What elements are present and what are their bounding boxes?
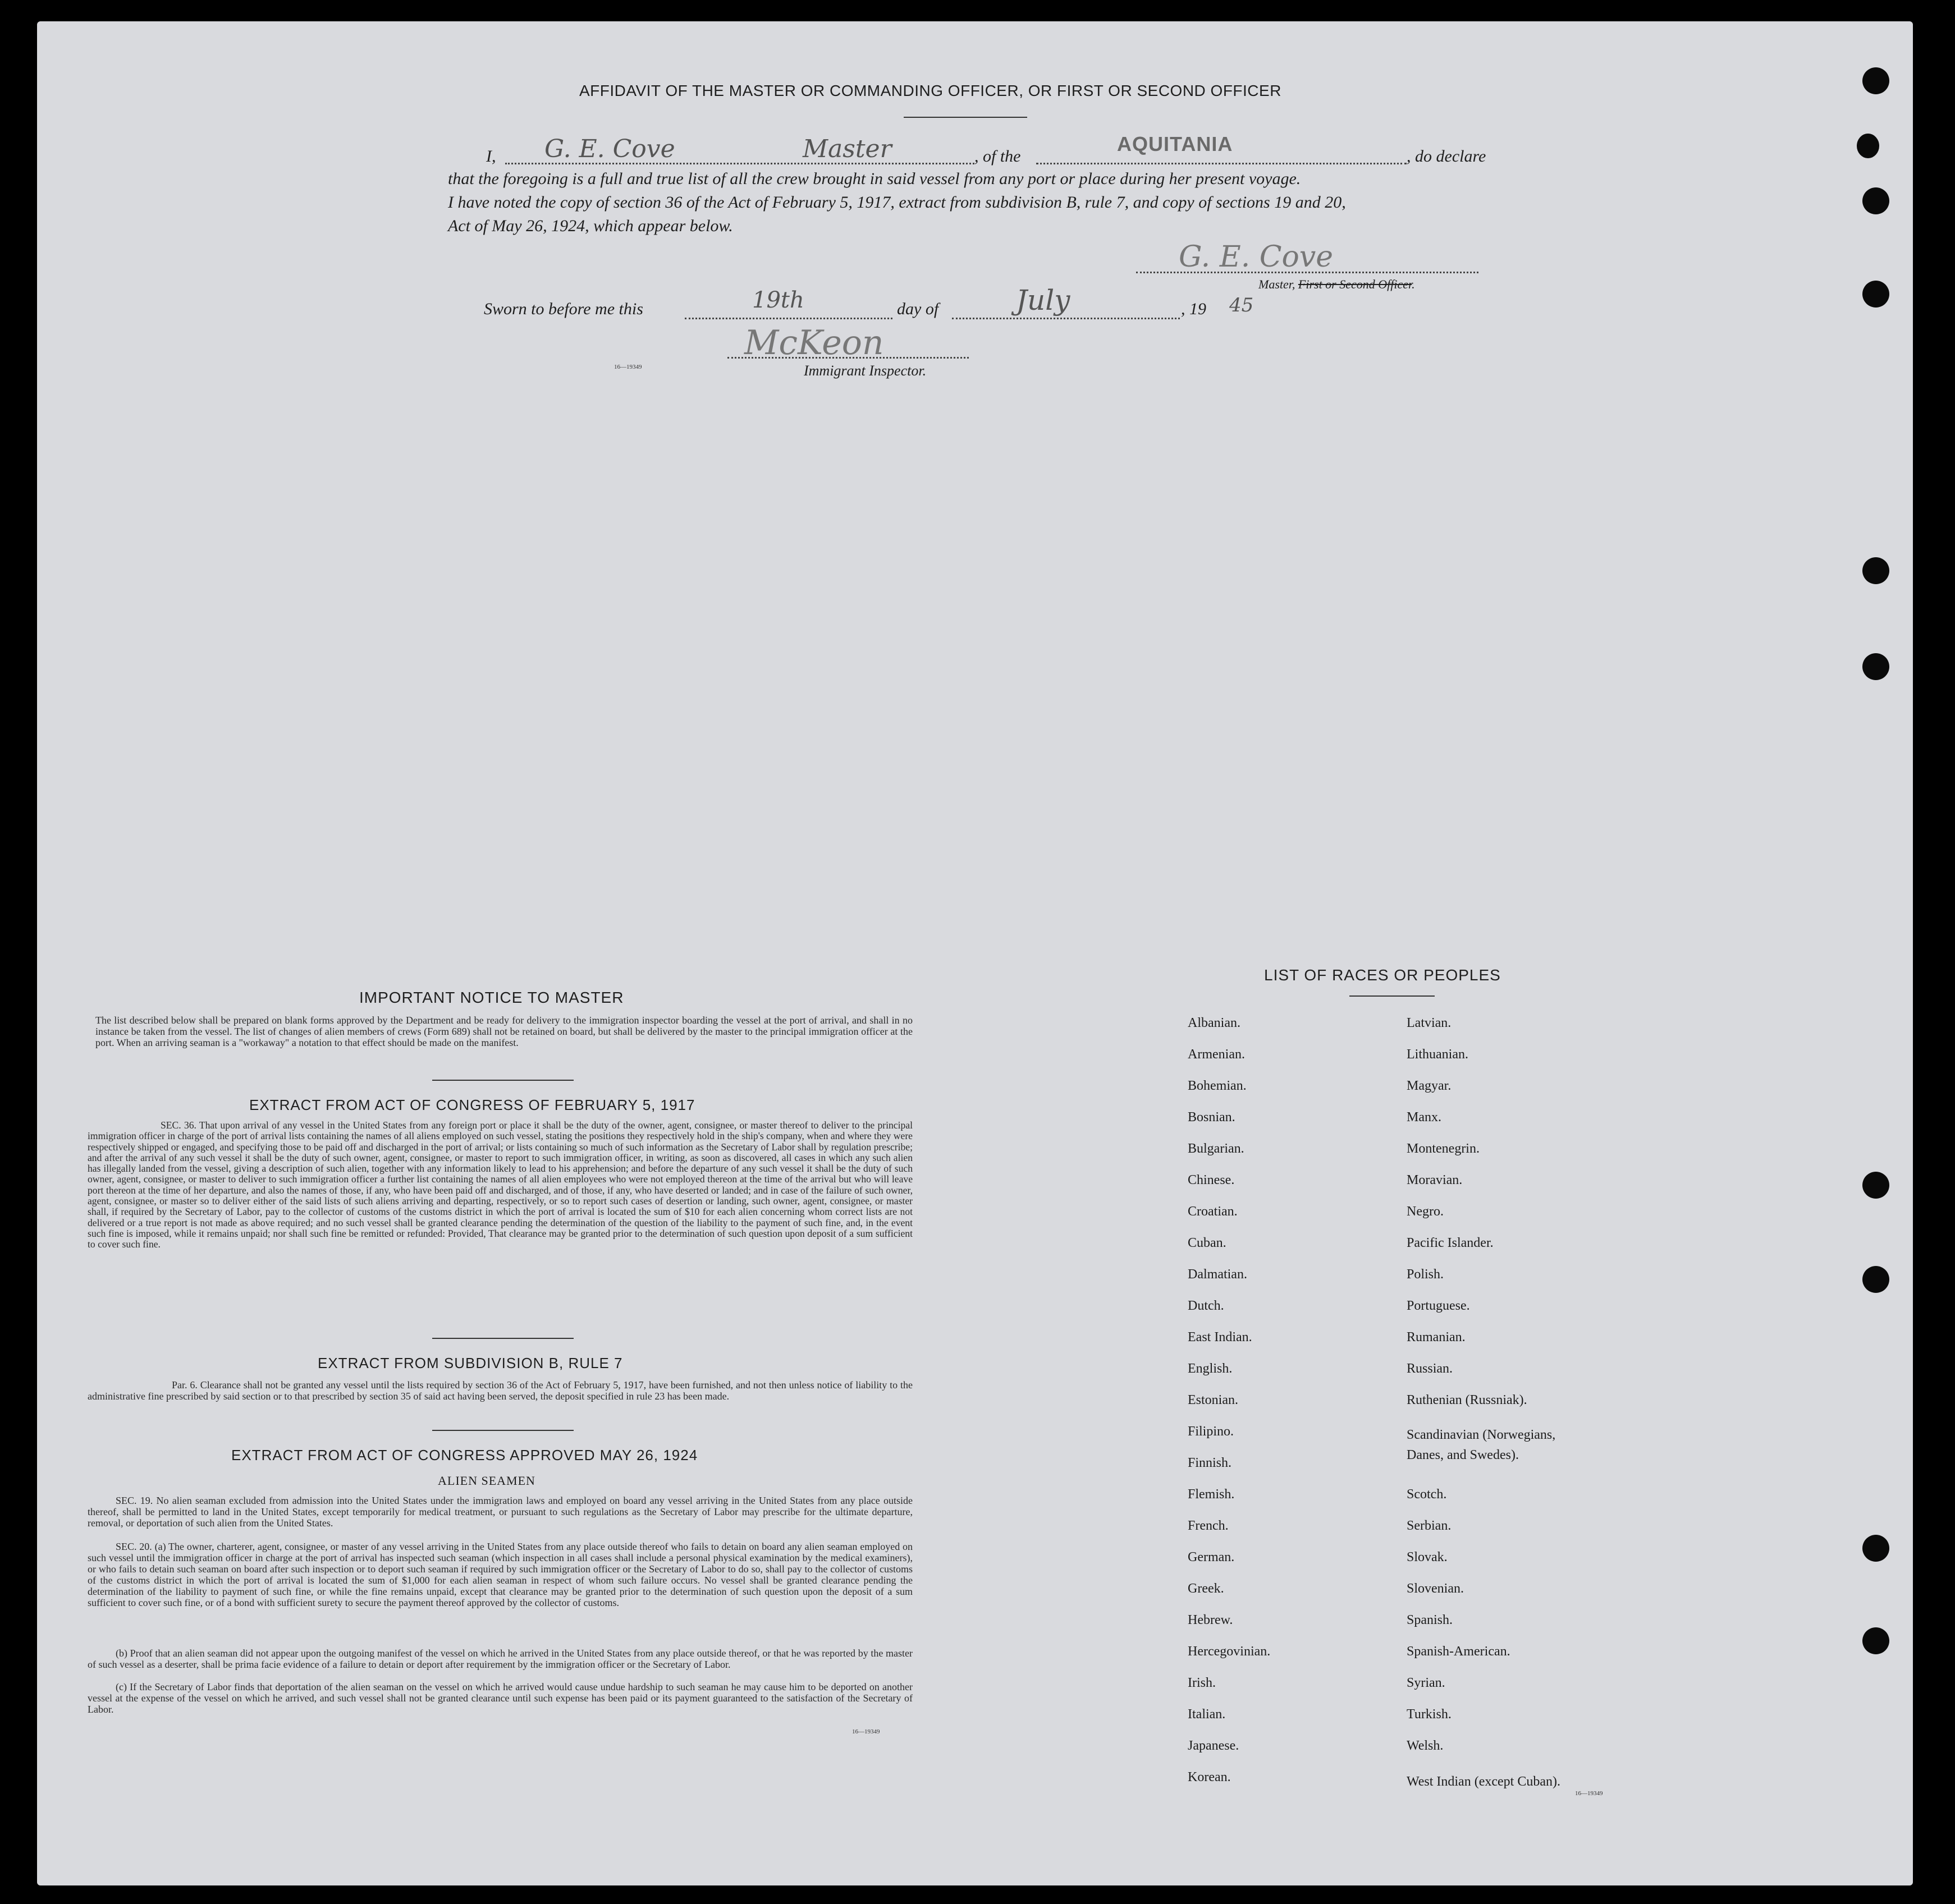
race-item: Bosnian. — [1188, 1110, 1235, 1125]
race-item: Magyar. — [1407, 1079, 1452, 1093]
extract-rule7-title: EXTRACT FROM SUBDIVISION B, RULE 7 — [318, 1355, 623, 1371]
punch-hole — [1862, 557, 1889, 584]
vessel-stamp: AQUITANIA — [1117, 132, 1233, 155]
alien-seamen-subtitle: ALIEN SEAMEN — [438, 1474, 535, 1488]
day-value: 19th — [752, 287, 804, 313]
race-item: Irish. — [1188, 1676, 1216, 1690]
race-right-continuation: Danes, and Swedes). — [1407, 1448, 1519, 1462]
race-item: Ruthenian (Russniak). — [1407, 1393, 1527, 1407]
race-item: Slovenian. — [1407, 1581, 1464, 1596]
race-item: Chinese. — [1188, 1173, 1235, 1187]
sec19-body: SEC. 19. No alien seaman excluded from admission into the United States under the immigration laws and employed on board any vessel arriving in the United States from any place outside thereof, shall be permitted to land in the United States, except temporarily for medical treatment, or pursuant to such regulations as the Secretary of Labor may prescribe for the ultimate departure, removal, or deportation of such alien from the United States. — [88, 1495, 913, 1529]
day-of-label: day of — [897, 300, 939, 318]
race-item: Armenian. — [1188, 1047, 1245, 1062]
month-line — [952, 318, 1180, 319]
race-item: Portuguese. — [1407, 1299, 1470, 1313]
race-item: Estonian. — [1188, 1393, 1238, 1407]
punch-hole — [1862, 1535, 1889, 1562]
race-item: Moravian. — [1407, 1173, 1463, 1187]
race-item: Japanese. — [1188, 1738, 1239, 1753]
race-item: English. — [1188, 1361, 1233, 1376]
punch-hole — [1862, 281, 1889, 308]
race-item: Cuban. — [1188, 1236, 1226, 1250]
title-divider — [904, 117, 1027, 118]
race-item: Spanish-American. — [1407, 1644, 1510, 1659]
name-handwritten: G. E. Cove — [544, 135, 675, 163]
year-value: 45 — [1229, 294, 1254, 316]
race-item: Russian. — [1407, 1361, 1453, 1376]
month-value: July — [1016, 284, 1070, 316]
race-item: Rumanian. — [1407, 1330, 1466, 1345]
race-item: French. — [1188, 1518, 1229, 1533]
extract-1917-divider — [432, 1338, 574, 1339]
punch-hole — [1862, 187, 1889, 214]
of-the-label: , of the — [974, 147, 1021, 166]
races-form-number: 16—19349 — [1575, 1790, 1603, 1797]
race-item: Latvian. — [1407, 1016, 1452, 1030]
punch-hole — [1857, 134, 1879, 158]
punch-hole — [1862, 1266, 1889, 1293]
race-item: Lithuanian. — [1407, 1047, 1468, 1062]
master-label-text: Master, — [1258, 277, 1298, 291]
sec20c-body: (c) If the Secretary of Labor finds that deportation of the alien seaman on the vessel on which he arrived would cause undue hardship to such seaman he may cause him to be deported on another vessel at the expense of the vessel on which he arrived, and such vessel shall not be granted clearance until such expense has been paid or its payment guaranteed to the satisfaction of the Secretary of Labor. — [88, 1681, 913, 1715]
extract-1917-body: SEC. 36. That upon arrival of any vessel in the United States from any foreign port or place it shall be the duty of the owner, agent, consignee, or master thereof to deliver to the principal immigration officer in charge of the port of arrival lists containing the names of all aliens employed on such vessel, stating the positions they respectively hold in the ship's company, when and where they were respectively shipped or engaged, and specifying those to be paid off and discharged in the port of arrival; or lists containing so much of such information as the Secretary of Labor shall by regulation prescribe; and after the arrival of any such vessel it shall be the duty of such owner, agent, consignee, or master to report to such immigration officer, in writing, as soon as discovered, all cases in which any such alien has illegally landed from the vessel, giving a description of such alien, together with any information likely to lead to his apprehension; and before the departure of any such vessel it shall be the duty of such owner, agent, consignee, or master to deliver to such immigration officer a further list containing the names of all alien employees who were not employed thereon at the time of the arrival but who will leave port thereon at the time of her departure, and also the names of those, if any, who have been paid off and discharged, and of those, if any, who have deserted or landed; and in case of the failure of such owner, agent, consignee, or master so to deliver either of the said lists of such aliens arriving and departing, respectively, or so to report such cases of desertion or landing, such owner, agent, consignee, or master shall, if required by the Secretary of Labor, pay to the collector of customs of the customs district in which the port of arrival is located the sum of $10 for each alien concerning whom correct lists are not delivered or a true report is not made as above required; and no such vessel shall be granted clearance pending the determination of the question of the liability to the payment of such fine, and, in the event such fine is imposed, while it remains unpaid; nor shall such fine be remitted or refunded: Provided, That clearance may be granted prior to the determination of such question upon deposit of a sum sufficient to cover such fine. — [88, 1120, 913, 1250]
races-title: LIST OF RACES OR PEOPLES — [1264, 966, 1501, 984]
extract-rule7-body: Par. 6. Clearance shall not be granted any vessel until the lists required by section 36 of the Act of February 5, 1917, have been furnished, and not then unless notice of liability to the administrative fine prescribed by said section or to that prescribed by section 35 of said act having been served, the deposit specified in rule 23 has been made. — [88, 1379, 913, 1402]
race-item: West Indian (except Cuban). — [1407, 1774, 1560, 1789]
race-item: Dutch. — [1188, 1299, 1224, 1313]
races-divider — [1349, 995, 1435, 997]
struck-officer-label: First or Second Officer — [1298, 277, 1412, 291]
punch-hole — [1862, 1172, 1889, 1199]
extract-1917-title: EXTRACT FROM ACT OF CONGRESS OF FEBRUARY 5, 1917 — [249, 1096, 695, 1113]
race-item: Flemish. — [1188, 1487, 1235, 1502]
race-item: Spanish. — [1407, 1613, 1453, 1627]
notice-title: IMPORTANT NOTICE TO MASTER — [359, 989, 624, 1006]
master-label: Master, First or Second Officer. — [1258, 277, 1415, 291]
race-item: Syrian. — [1407, 1676, 1445, 1690]
notice-divider — [432, 1080, 574, 1081]
race-item: Turkish. — [1407, 1707, 1452, 1722]
race-item: Italian. — [1188, 1707, 1226, 1722]
extract-1924-title: EXTRACT FROM ACT OF CONGRESS APPROVED MAY 26, 1924 — [231, 1447, 698, 1463]
race-item: Manx. — [1407, 1110, 1441, 1125]
race-item: Serbian. — [1407, 1518, 1452, 1533]
punch-hole — [1862, 1627, 1889, 1654]
race-item: East Indian. — [1188, 1330, 1252, 1345]
race-item: German. — [1188, 1550, 1235, 1565]
affidavit-line-2: that the foregoing is a full and true list of all the crew brought in said vessel from any port or place during her present voyage. — [448, 169, 1301, 188]
affidavit-title: AFFIDAVIT OF THE MASTER OR COMMANDING OFFICER, OR FIRST OR SECOND OFFICER — [579, 82, 1281, 99]
vessel-line — [1036, 163, 1407, 164]
race-item: Welsh. — [1407, 1738, 1444, 1753]
inspector-signature: McKeon — [744, 323, 884, 363]
punch-hole — [1862, 67, 1889, 94]
race-item: Negro. — [1407, 1204, 1444, 1219]
race-item: Filipino. — [1188, 1424, 1234, 1439]
sworn-label: Sworn to before me this — [484, 300, 643, 318]
race-item: Finnish. — [1188, 1456, 1232, 1470]
race-item: Bohemian. — [1188, 1079, 1247, 1093]
extract-form-number: 16—19349 — [852, 1728, 880, 1735]
race-item: Polish. — [1407, 1267, 1444, 1282]
race-item: Hercegovinian. — [1188, 1644, 1271, 1659]
sec20a-body: SEC. 20. (a) The owner, charterer, agent, consignee, or master of any vessel arriving in the United States from any place outside thereof who fails to detain on board any alien seaman employed on such vessel until the immigration officer in charge at the port of arrival has inspected such seaman (which inspection in all cases shall include a personal physical examination by the medical examiners), or who fails to detain such seaman on board after such inspection or to deport such seaman if required by such immigration officer or the Secretary of Labor to do so, shall pay to the collector of customs of the customs district in which the port of arrival is located the sum of $1,000 for each alien seaman in respect of whom such failure occurs. No vessel shall be granted clearance pending the determination of the liability to payment of such fine, or while the fine remains unpaid, except that clearance may be granted prior to the determination of such question upon the deposit of a sum sufficient to cover such fine, or of a bond with sufficient surety to secure the payment thereof approved by the collector of customs. — [88, 1541, 913, 1608]
year-prefix: , 19 — [1181, 300, 1206, 318]
race-item: Montenegrin. — [1407, 1141, 1480, 1156]
punch-hole — [1862, 653, 1889, 680]
affidavit-line-4: Act of May 26, 1924, which appear below. — [448, 217, 733, 235]
sec20b-body: (b) Proof that an alien seaman did not appear upon the outgoing manifest of the vessel on which he arrived in the United States from any place outside thereof, or that he was reported by the master of such vessel as a deserter, shall be prima facie evidence of a failure to detain or deport after requirement by the immigration officer or the Secretary of Labor. — [88, 1648, 913, 1670]
race-item: Croatian. — [1188, 1204, 1238, 1219]
race-item: Hebrew. — [1188, 1613, 1233, 1627]
extract-rule7-divider — [432, 1430, 574, 1431]
inspector-label: Immigrant Inspector. — [804, 363, 927, 379]
race-item: Bulgarian. — [1188, 1141, 1244, 1156]
affidavit-form-number: 16—19349 — [614, 364, 642, 370]
affidavit-line-3: I have noted the copy of section 36 of the Act of February 5, 1917, extract from subdivision B, rule 7, and copy of sections 19 and 20, — [448, 193, 1346, 212]
race-item: Greek. — [1188, 1581, 1224, 1596]
race-item: Scotch. — [1407, 1487, 1447, 1502]
race-item: Scandinavian (Norwegians, — [1407, 1428, 1556, 1442]
race-item: Slovak. — [1407, 1550, 1448, 1565]
master-signature: G. E. Cove — [1179, 240, 1334, 274]
rank-handwritten: Master — [803, 135, 892, 163]
i-label: I, — [486, 147, 496, 166]
race-item: Korean. — [1188, 1770, 1231, 1784]
race-item: Albanian. — [1188, 1016, 1240, 1030]
do-declare-label: , do declare — [1407, 147, 1486, 166]
day-line — [685, 318, 892, 319]
notice-body: The list described below shall be prepared on blank forms approved by the Department and be ready for delivery to the immigration inspector boarding the vessel at the port of arrival, and shall in no instance be taken from the vessel. The list of changes of alien members of crews (Form 689) shall not be retained on board, but shall be delivered by the master to the principal immigration officer at the port. When an arriving seaman is a "workaway" a notation to that effect should be made on the manifest. — [95, 1015, 913, 1048]
race-item: Pacific Islander. — [1407, 1236, 1494, 1250]
race-item: Dalmatian. — [1188, 1267, 1247, 1282]
